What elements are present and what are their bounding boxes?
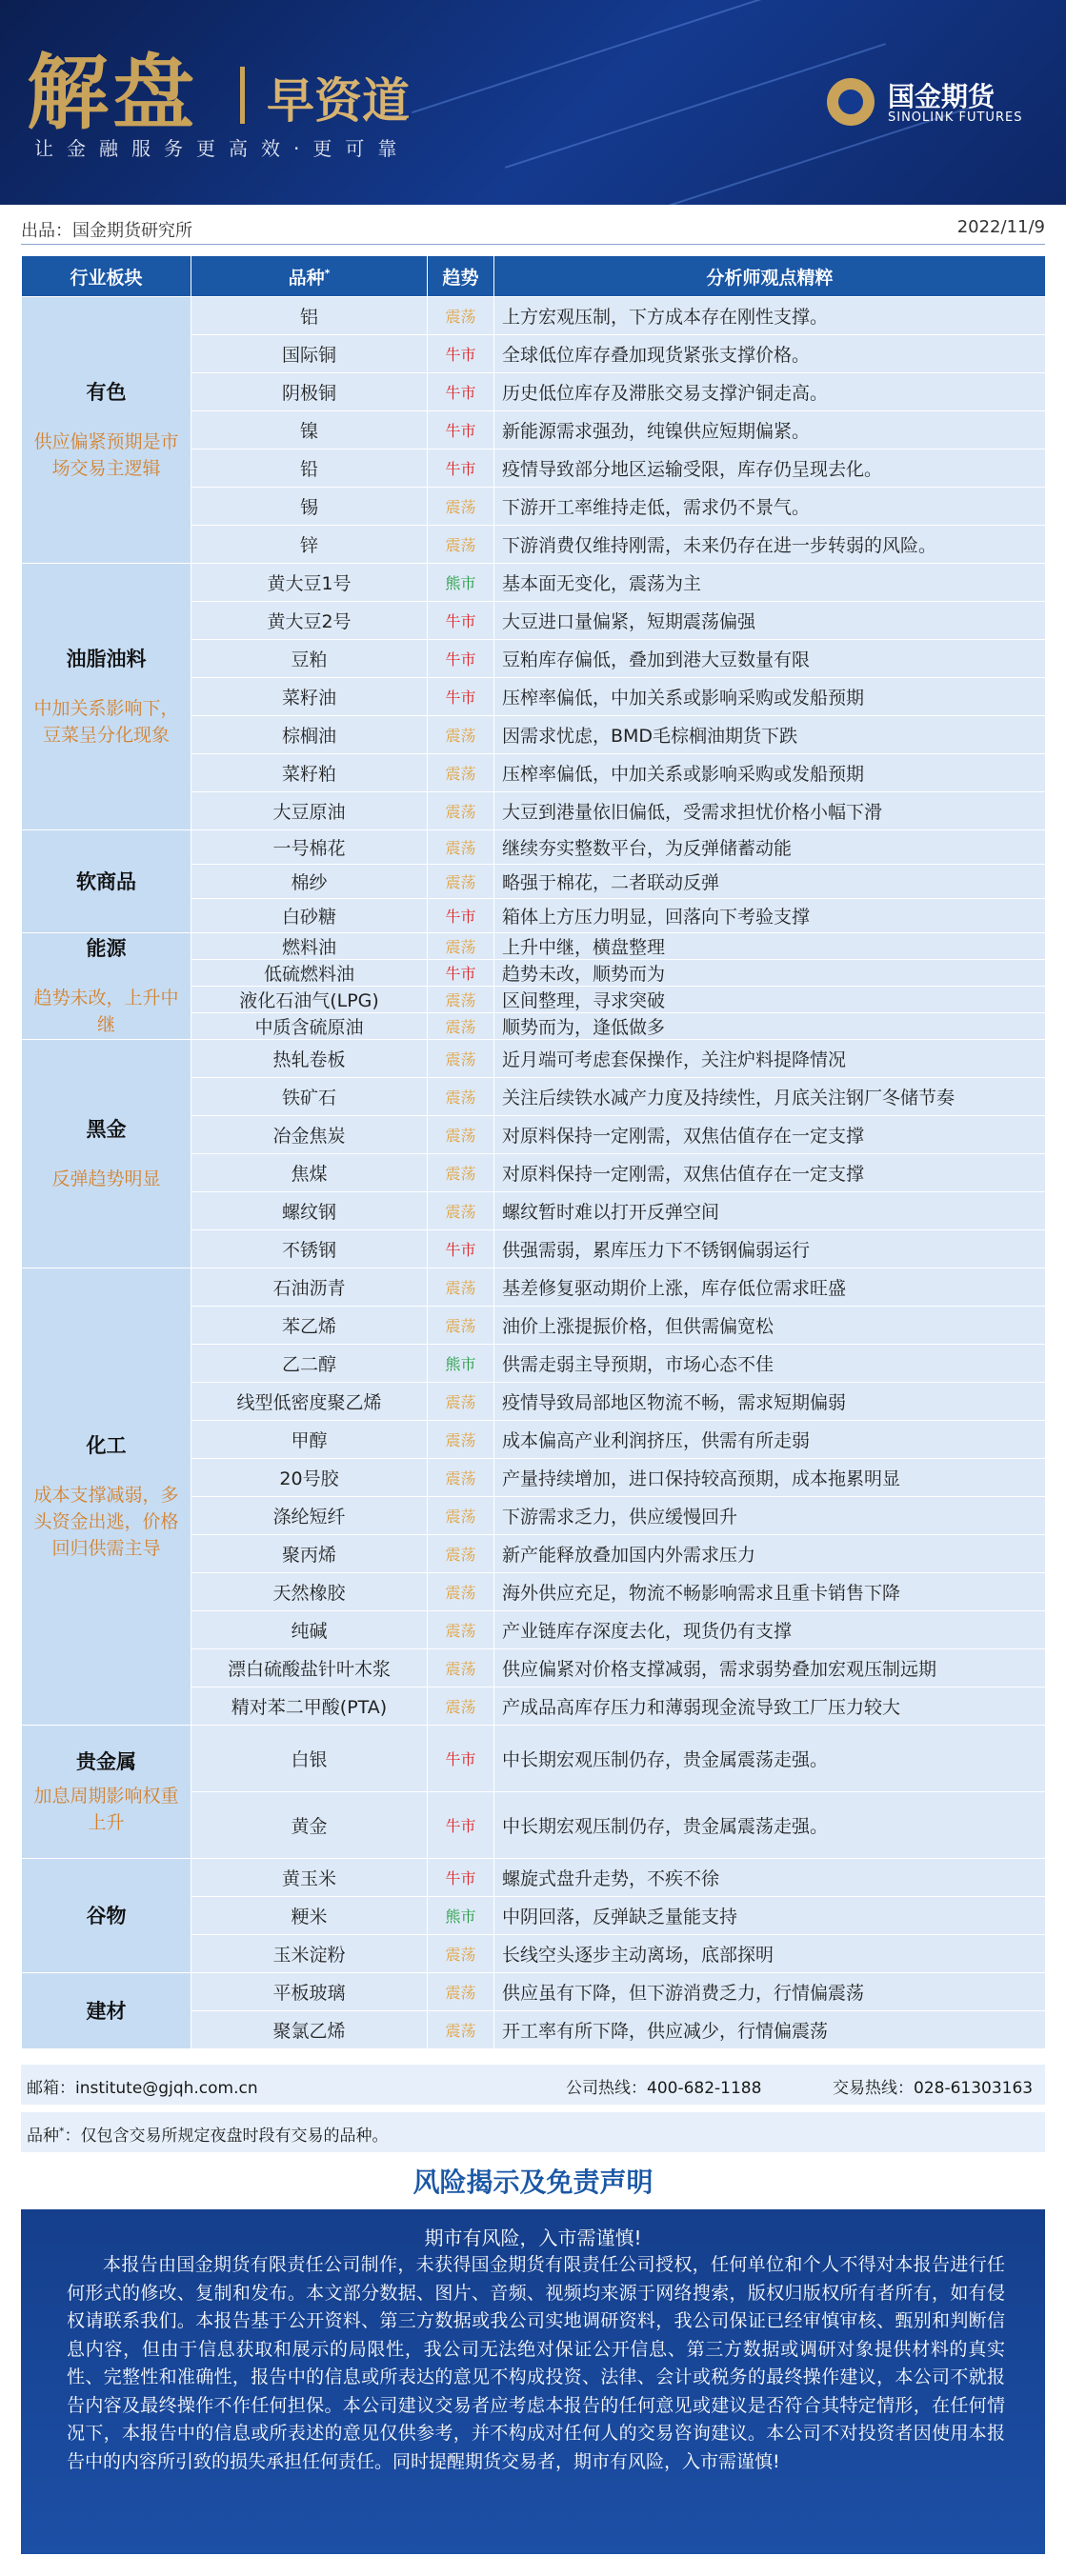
table-row	[22, 830, 1046, 865]
footnote-body: ：仅包含交易所规定夜盘时段有交易的品种。	[64, 2127, 389, 2146]
product-cell: 甲醇	[191, 1421, 428, 1459]
view-cell: 成本偏高产业利润挤压，供需有所走弱	[494, 1421, 1046, 1459]
trend-cell: 牛市	[428, 640, 494, 678]
view-cell: 近月端可考虑套保操作，关注炉料提降情况	[494, 1040, 1046, 1078]
contact-company-hotline: 公司热线：400-682-1188	[566, 2079, 762, 2098]
disclaimer-body: 本报告由国金期货有限责任公司制作，未获得国金期货有限责任公司授权，任何单位和个人不得对本报告进行任何形式的修改、复制和发布。本文部分数据、图片、音频、视频均来源于网络搜索，版权归版权所有者所有，如有侵权请联系我们。本报告基于公开资料、第三方数据或我公司实地调研资料，我公司保证已经审慎审核、甄别和判断信息内容，但由于信息获取和展示的局限性，我公司无法绝对保证公开信息、第三方数据或调研对象提供材料的真实性、完整性和准确性，报告中的信息或所表达的意见不构成投资、法律、会计或税务的最终操作建议，本公司不就报告内容及最终操作不作任何担保。本公司建议交易者应考虑本报告的任何意见或建议是否符合其特定情形，在任何情况下，本报告中的信息或所表述的意见仅供参考，并不构成对任何人的交易咨询建议。本公司不对投资者因使用本报告中的内容所引致的损失承担任何责任。同时提醒期货交易者，期市有风险，入市需谨慎!	[67, 2254, 1005, 2472]
product-cell: 铅	[191, 449, 428, 488]
product-cell: 大豆原油	[191, 792, 428, 830]
view-cell: 中长期宏观压制仍存，贵金属震荡走强。	[494, 1792, 1046, 1859]
view-cell: 顺势而为，逢低做多	[494, 1013, 1046, 1040]
sector-note: 成本支撑减弱，多头资金出逃，价格回归供需主导	[33, 1484, 179, 1559]
disclaimer-title: 风险揭示及免责声明	[412, 2167, 654, 2198]
contact-trade-hotline: 交易热线：028-61303163	[833, 2079, 1034, 2098]
view-cell: 螺纹暂时难以打开反弹空间	[494, 1192, 1046, 1230]
view-cell: 产成品高库存压力和薄弱现金流导致工厂压力较大	[494, 1687, 1046, 1726]
trend-cell: 震荡	[428, 1649, 494, 1687]
trend-cell: 牛市	[428, 899, 494, 933]
logo-cn-text: 国金期货	[888, 81, 996, 112]
trend-cell: 震荡	[428, 1535, 494, 1573]
view-cell: 趋势未改，顺势而为	[494, 960, 1046, 987]
sector-name: 油脂油料	[66, 647, 147, 670]
product-cell: 粳米	[191, 1897, 428, 1935]
trend-cell: 牛市	[428, 449, 494, 488]
trend-cell: 牛市	[428, 678, 494, 716]
trend-cell: 牛市	[428, 1726, 494, 1792]
view-cell: 疫情导致局部地区物流不畅，需求短期偏弱	[494, 1383, 1046, 1421]
table-row	[22, 297, 1046, 335]
trend-cell: 牛市	[428, 1859, 494, 1897]
trend-cell: 震荡	[428, 1611, 494, 1649]
view-cell: 压榨率偏低，中加关系或影响采购或发船预期	[494, 754, 1046, 792]
sector-name: 有色	[86, 380, 127, 404]
view-cell: 供应虽有下降，但下游消费乏力，行情偏震荡	[494, 1973, 1046, 2011]
disclaimer-head: 期市有风险，入市需谨慎!	[424, 2227, 642, 2249]
trend-cell: 震荡	[428, 1268, 494, 1307]
sector-note: 趋势未改，上升中继	[33, 987, 179, 1035]
trend-cell: 震荡	[428, 1573, 494, 1611]
view-cell: 全球低位库存叠加现货紧张支撑价格。	[494, 335, 1046, 373]
view-cell: 产业链库存深度去化，现货仍有支撑	[494, 1611, 1046, 1649]
sector-cell	[22, 1726, 191, 1859]
trend-cell: 震荡	[428, 865, 494, 899]
product-cell: 精对苯二甲酸(PTA)	[191, 1687, 428, 1726]
sector-cell	[22, 564, 191, 830]
view-cell: 基本面无变化，震荡为主	[494, 564, 1046, 602]
trend-cell: 震荡	[428, 1040, 494, 1078]
trend-cell: 震荡	[428, 1116, 494, 1154]
trend-cell: 熊市	[428, 1345, 494, 1383]
sector-cell	[22, 1859, 191, 1973]
product-cell: 白银	[191, 1726, 428, 1792]
product-cell: 平板玻璃	[191, 1973, 428, 2011]
view-cell: 继续夯实整数平台，为反弹储蓄动能	[494, 830, 1046, 865]
sector-note: 中加关系影响下，豆菜呈分化现象	[33, 697, 179, 746]
view-cell: 上升中继，横盘整理	[494, 933, 1046, 960]
product-cell: 焦煤	[191, 1154, 428, 1192]
product-cell: 菜籽粕	[191, 754, 428, 792]
product-cell: 低硫燃料油	[191, 960, 428, 987]
view-cell: 新产能释放叠加国内外需求压力	[494, 1535, 1046, 1573]
product-cell: 聚丙烯	[191, 1535, 428, 1573]
view-cell: 中长期宏观压制仍存，贵金属震荡走强。	[494, 1726, 1046, 1792]
table-row	[22, 933, 1046, 960]
sector-note: 供应偏紧预期是市场交易主逻辑	[33, 430, 179, 479]
view-cell: 海外供应充足，物流不畅影响需求且重卡销售下降	[494, 1573, 1046, 1611]
trend-cell: 牛市	[428, 1792, 494, 1859]
view-cell: 上方宏观压制，下方成本存在刚性支撑。	[494, 297, 1046, 335]
trend-cell: 震荡	[428, 830, 494, 865]
product-cell: 一号棉花	[191, 830, 428, 865]
view-cell: 新能源需求强劲，纯镍供应短期偏紧。	[494, 411, 1046, 449]
view-cell: 因需求忧虑，BMD毛棕榈油期货下跌	[494, 716, 1046, 754]
view-cell: 豆粕库存偏低，叠加到港大豆数量有限	[494, 640, 1046, 678]
product-cell: 锡	[191, 488, 428, 526]
header-view: 分析师观点精粹	[494, 256, 1046, 297]
header-banner	[0, 0, 1066, 205]
product-cell: 热轧卷板	[191, 1040, 428, 1078]
view-cell: 对原料保持一定刚需，双焦估值存在一定支撑	[494, 1116, 1046, 1154]
sector-note: 加息周期影响权重上升	[33, 1785, 179, 1833]
view-cell: 油价上涨提振价格，但供需偏宽松	[494, 1307, 1046, 1345]
sector-name: 软商品	[76, 869, 136, 893]
trend-cell: 震荡	[428, 488, 494, 526]
product-cell: 液化石油气(LPG)	[191, 987, 428, 1013]
disclaimer-box	[21, 2209, 1045, 2554]
sector-name: 贵金属	[76, 1749, 136, 1773]
view-cell: 历史低位库存及滞胀交易支撑沪铜走高。	[494, 373, 1046, 411]
trend-cell: 牛市	[428, 411, 494, 449]
product-cell: 涤纶短纤	[191, 1497, 428, 1535]
product-cell: 乙二醇	[191, 1345, 428, 1383]
view-cell: 箱体上方压力明显，回落向下考验支撑	[494, 899, 1046, 933]
view-cell: 中阴回落，反弹缺乏量能支持	[494, 1897, 1046, 1935]
product-cell: 黄大豆1号	[191, 564, 428, 602]
trend-cell: 震荡	[428, 1192, 494, 1230]
product-cell: 聚氯乙烯	[191, 2011, 428, 2049]
view-cell: 区间整理，寻求突破	[494, 987, 1046, 1013]
product-cell: 玉米淀粉	[191, 1935, 428, 1973]
view-cell: 下游消费仅维持刚需，未来仍存在进一步转弱的风险。	[494, 526, 1046, 564]
trend-cell: 震荡	[428, 1459, 494, 1497]
header-product-label: 品种	[288, 267, 325, 289]
trend-cell: 震荡	[428, 987, 494, 1013]
trend-cell: 熊市	[428, 1897, 494, 1935]
product-cell: 阴极铜	[191, 373, 428, 411]
product-cell: 天然橡胶	[191, 1573, 428, 1611]
product-cell: 燃料油	[191, 933, 428, 960]
header-sector: 行业板块	[22, 256, 191, 297]
table-header-row	[22, 256, 1046, 297]
trend-cell: 震荡	[428, 792, 494, 830]
product-cell: 苯乙烯	[191, 1307, 428, 1345]
trend-cell: 牛市	[428, 1230, 494, 1268]
product-cell: 铝	[191, 297, 428, 335]
trend-cell: 熊市	[428, 564, 494, 602]
sector-name: 谷物	[86, 1904, 127, 1927]
brand-slogan: 让金融服务更高效·更可靠	[34, 137, 411, 160]
brand-separator	[240, 67, 245, 124]
product-cell: 黄金	[191, 1792, 428, 1859]
brand-title: 解盘	[27, 45, 198, 141]
view-cell: 关注后续铁水减产力度及持续性，月底关注钢厂冬储节奏	[494, 1078, 1046, 1116]
trend-cell: 震荡	[428, 933, 494, 960]
product-cell: 纯碱	[191, 1611, 428, 1649]
footnote-label: 品种	[27, 2127, 59, 2146]
product-cell: 锌	[191, 526, 428, 564]
trend-cell: 震荡	[428, 1687, 494, 1726]
report-meta	[21, 213, 1045, 242]
trend-cell: 震荡	[428, 1383, 494, 1421]
trend-cell: 牛市	[428, 960, 494, 987]
view-cell: 下游需求乏力，供应缓慢回升	[494, 1497, 1046, 1535]
table-row	[22, 564, 1046, 602]
view-cell: 大豆进口量偏紧，短期震荡偏强	[494, 602, 1046, 640]
view-cell: 产量持续增加，进口保持较高预期，成本拖累明显	[494, 1459, 1046, 1497]
contact-email: 邮箱：institute@gjqh.com.cn	[27, 2079, 258, 2098]
product-cell: 白砂糖	[191, 899, 428, 933]
table-row	[22, 1859, 1046, 1897]
product-cell: 线型低密度聚乙烯	[191, 1383, 428, 1421]
sector-name: 建材	[86, 1999, 127, 2023]
sector-cell	[22, 1040, 191, 1268]
view-cell: 对原料保持一定刚需，双焦估值存在一定支撑	[494, 1154, 1046, 1192]
product-cell: 不锈钢	[191, 1230, 428, 1268]
report-source: 出品：国金期货研究所	[21, 221, 192, 241]
trend-cell: 震荡	[428, 716, 494, 754]
view-cell: 略强于棉花，二者联动反弹	[494, 865, 1046, 899]
view-cell: 供应偏紧对价格支撑减弱，需求弱势叠加宏观压制远期	[494, 1649, 1046, 1687]
table-row	[22, 1268, 1046, 1307]
footnote-mark: *	[59, 2125, 65, 2138]
sector-name: 黑金	[86, 1117, 127, 1141]
product-cell: 棕榈油	[191, 716, 428, 754]
brand-subtitle: 早资道	[267, 73, 410, 129]
view-cell: 下游开工率维持走低，需求仍不景气。	[494, 488, 1046, 526]
contact-bar	[21, 2065, 1045, 2105]
header-product-mark: *	[324, 267, 331, 280]
trend-cell: 震荡	[428, 1307, 494, 1345]
product-cell: 镍	[191, 411, 428, 449]
product-cell: 国际铜	[191, 335, 428, 373]
product-cell: 黄大豆2号	[191, 602, 428, 640]
sector-cell	[22, 933, 191, 1040]
product-cell: 20号胶	[191, 1459, 428, 1497]
view-cell: 疫情导致部分地区运输受限，库存仍呈现去化。	[494, 449, 1046, 488]
trend-cell: 震荡	[428, 1973, 494, 2011]
sector-cell	[22, 830, 191, 933]
trend-cell: 牛市	[428, 602, 494, 640]
product-cell: 铁矿石	[191, 1078, 428, 1116]
product-cell: 石油沥青	[191, 1268, 428, 1307]
view-cell: 基差修复驱动期价上涨，库存低位需求旺盛	[494, 1268, 1046, 1307]
sector-cell	[22, 1973, 191, 2049]
footnote-bar	[21, 2112, 1045, 2152]
trend-cell: 震荡	[428, 1935, 494, 1973]
view-cell: 开工率有所下降，供应减少，行情偏震荡	[494, 2011, 1046, 2049]
view-cell: 供强需弱，累库压力下不锈钢偏弱运行	[494, 1230, 1046, 1268]
report-date: 2022/11/9	[956, 217, 1045, 237]
sector-note: 反弹趋势明显	[51, 1168, 161, 1189]
trend-cell: 震荡	[428, 1497, 494, 1535]
banner-stripe	[412, 0, 865, 113]
view-cell: 螺旋式盘升走势，不疾不徐	[494, 1859, 1046, 1897]
table-row	[22, 1973, 1046, 2011]
trend-cell: 震荡	[428, 1013, 494, 1040]
trend-cell: 震荡	[428, 2011, 494, 2049]
sector-name: 能源	[86, 936, 127, 960]
trend-cell: 震荡	[428, 526, 494, 564]
product-cell: 中质含硫原油	[191, 1013, 428, 1040]
logo-icon	[827, 78, 875, 126]
trend-cell: 震荡	[428, 297, 494, 335]
outlook-table	[21, 255, 1046, 2049]
header-trend: 趋势	[428, 256, 494, 297]
view-cell: 大豆到港量依旧偏低，受需求担忧价格小幅下滑	[494, 792, 1046, 830]
trend-cell: 震荡	[428, 1421, 494, 1459]
footnote-text	[27, 2122, 389, 2146]
trend-cell: 震荡	[428, 1078, 494, 1116]
product-cell: 棉纱	[191, 865, 428, 899]
product-cell: 冶金焦炭	[191, 1116, 428, 1154]
trend-cell: 震荡	[428, 1154, 494, 1192]
product-cell: 漂白硫酸盐针叶木浆	[191, 1649, 428, 1687]
trend-cell: 牛市	[428, 373, 494, 411]
header-product	[191, 256, 428, 297]
sector-cell	[22, 1268, 191, 1726]
product-cell: 豆粕	[191, 640, 428, 678]
meta-divider	[21, 244, 1045, 245]
sector-name: 化工	[86, 1433, 127, 1457]
view-cell: 压榨率偏低，中加关系或影响采购或发船预期	[494, 678, 1046, 716]
product-cell: 菜籽油	[191, 678, 428, 716]
view-cell: 供需走弱主导预期，市场心态不佳	[494, 1345, 1046, 1383]
table-row	[22, 1040, 1046, 1078]
table-row	[22, 1726, 1046, 1792]
trend-cell: 震荡	[428, 754, 494, 792]
product-cell: 黄玉米	[191, 1859, 428, 1897]
view-cell: 长线空头逐步主动离场，底部探明	[494, 1935, 1046, 1973]
logo-en-text: SINOLINK FUTURES	[888, 110, 1023, 125]
trend-cell: 牛市	[428, 335, 494, 373]
product-cell: 螺纹钢	[191, 1192, 428, 1230]
sector-cell	[22, 297, 191, 564]
